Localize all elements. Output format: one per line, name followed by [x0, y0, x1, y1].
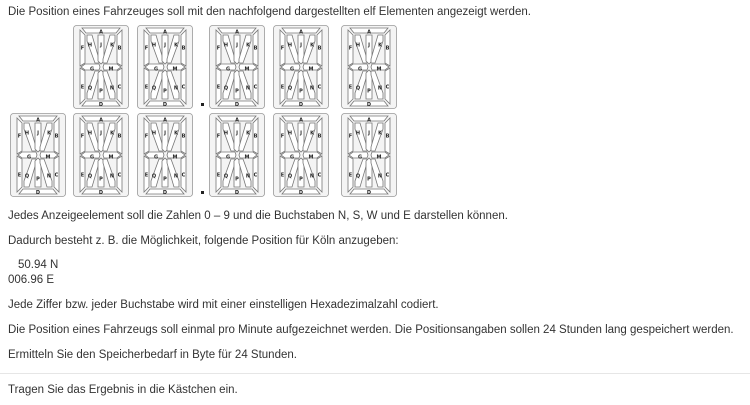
segment-label: A	[163, 29, 167, 36]
example-longitude: 006.96 E	[8, 274, 55, 286]
paragraph-display-capability: Jedes Anzeigeelement soll die Zahlen 0 – 9 und die Buchstaben N, S, W und E darstellen können.	[8, 210, 508, 222]
fourteen-segment-icon	[137, 113, 193, 197]
segment-label: C	[317, 172, 322, 179]
segment-label: G	[357, 66, 363, 73]
segment-label: M	[108, 66, 114, 73]
segment-label: J	[164, 42, 166, 49]
segment-label: N	[377, 85, 383, 92]
segment-label: K	[378, 42, 382, 49]
segment-label: K	[110, 130, 114, 137]
segment-label: J	[164, 130, 166, 137]
fourteen-segment-icon	[273, 113, 329, 197]
display-element	[137, 113, 193, 197]
segment-label: M	[45, 154, 51, 161]
segment-label: F	[80, 133, 85, 140]
decimal-point	[201, 103, 204, 106]
segment-label: N	[377, 173, 383, 180]
segment-label: H	[151, 42, 157, 49]
segment-label: Q	[87, 85, 93, 92]
segment-label: Q	[287, 85, 293, 92]
segment-label: M	[172, 154, 178, 161]
segment-label: H	[24, 130, 30, 137]
segment-label: G	[225, 154, 231, 161]
fourteen-segment-icon	[273, 25, 329, 109]
segment-label: F	[216, 45, 221, 52]
divider	[0, 373, 750, 374]
segment-label: N	[109, 85, 115, 92]
segment-label: E	[144, 84, 149, 91]
segment-label: D	[366, 190, 372, 197]
segment-label: N	[173, 173, 179, 180]
segment-label: G	[289, 66, 295, 73]
segment-label: F	[80, 45, 85, 52]
segment-label: B	[317, 45, 322, 52]
segment-label: D	[162, 102, 168, 109]
segment-label: E	[348, 84, 353, 91]
segment-label: G	[153, 154, 159, 161]
display-element	[209, 25, 265, 109]
segment-label: N	[309, 85, 315, 92]
segment-label: D	[298, 190, 304, 197]
segment-label: A	[367, 29, 371, 36]
segment-label: M	[308, 66, 314, 73]
segment-label: B	[253, 45, 258, 52]
segment-label: E	[216, 172, 221, 179]
paragraph-recording-interval: Die Position eines Fahrzeugs soll einmal pro Minute aufgezeichnet werden. Die Positionsangaben sollen 24 Stunden lang gespeichert werden.	[8, 324, 734, 336]
segment-label: B	[385, 45, 390, 52]
segment-label: P	[299, 176, 303, 183]
segment-label: B	[385, 133, 390, 140]
segment-label: M	[244, 66, 250, 73]
segment-label: Q	[287, 173, 293, 180]
segment-label: N	[109, 173, 115, 180]
segment-label: E	[280, 84, 285, 91]
display-element	[10, 113, 66, 197]
segment-label: F	[144, 45, 149, 52]
segment-label: B	[317, 133, 322, 140]
segment-label: C	[181, 172, 186, 179]
segment-label: J	[300, 42, 302, 49]
fourteen-segment-icon	[341, 25, 397, 109]
segment-label: C	[54, 172, 59, 179]
segment-label: H	[223, 130, 229, 137]
segment-label: J	[368, 42, 370, 49]
segment-label: K	[174, 130, 178, 137]
segment-label: C	[253, 172, 258, 179]
segment-label: D	[234, 190, 240, 197]
segment-label: G	[26, 154, 32, 161]
segment-label: P	[99, 176, 103, 183]
segment-label: P	[299, 88, 303, 95]
segment-label: D	[234, 102, 240, 109]
segment-label: D	[298, 102, 304, 109]
segment-label: Q	[87, 173, 93, 180]
segment-label: B	[117, 45, 122, 52]
segment-label: M	[244, 154, 250, 161]
segment-label: J	[300, 130, 302, 137]
segment-label: C	[117, 84, 122, 91]
segment-label: K	[310, 130, 314, 137]
task-question: Ermitteln Sie den Speicherbedarf in Byte für 24 Stunden.	[8, 349, 297, 361]
paragraph-example-intro: Dadurch besteht z. B. die Möglichkeit, folgende Position für Köln anzugeben:	[8, 235, 399, 247]
segment-label: E	[348, 172, 353, 179]
segment-label: J	[236, 42, 238, 49]
decimal-point	[201, 191, 204, 194]
display-element	[341, 113, 397, 197]
segment-label: D	[35, 190, 41, 197]
segment-label: A	[163, 117, 167, 124]
display-element	[341, 25, 397, 109]
segment-label: G	[225, 66, 231, 73]
segment-label: N	[245, 85, 251, 92]
segment-label: H	[223, 42, 229, 49]
segment-label: P	[235, 88, 239, 95]
segment-label: H	[287, 130, 293, 137]
segment-label: A	[299, 117, 303, 124]
segment-label: K	[310, 42, 314, 49]
segment-label: Q	[151, 85, 157, 92]
display-element	[273, 113, 329, 197]
segment-label: M	[172, 66, 178, 73]
segment-label: J	[236, 130, 238, 137]
example-latitude: 50.94 N	[18, 259, 59, 271]
segment-label: H	[87, 130, 93, 137]
segment-label: G	[89, 66, 95, 73]
segment-label: F	[216, 133, 221, 140]
segment-label: K	[378, 130, 382, 137]
segment-label: E	[216, 84, 221, 91]
segment-label: E	[80, 172, 85, 179]
segment-label: H	[87, 42, 93, 49]
fourteen-segment-icon	[209, 113, 265, 197]
segment-label: C	[117, 172, 122, 179]
segment-label: D	[98, 102, 104, 109]
segment-label: K	[246, 42, 250, 49]
segment-label: F	[280, 133, 285, 140]
segment-label: P	[99, 88, 103, 95]
segment-label: A	[99, 29, 103, 36]
segment-label: E	[80, 84, 85, 91]
segment-label: J	[368, 130, 370, 137]
segment-label: C	[385, 172, 390, 179]
segment-label: F	[144, 133, 149, 140]
segment-label: C	[253, 84, 258, 91]
segment-label: A	[235, 29, 239, 36]
segment-label: E	[17, 172, 22, 179]
display-element	[73, 25, 129, 109]
segment-label: Q	[223, 85, 229, 92]
segment-label: K	[110, 42, 114, 49]
segment-label: P	[36, 176, 40, 183]
segment-label: P	[163, 88, 167, 95]
intro-text: Die Position eines Fahrzeuges soll mit den nachfolgend dargestellten elf Elementen angezeigt werden.	[8, 6, 531, 18]
segment-label: B	[181, 133, 186, 140]
segment-label: J	[100, 42, 102, 49]
segment-label: K	[47, 130, 51, 137]
segment-label: D	[98, 190, 104, 197]
segment-label: J	[37, 130, 39, 137]
segment-label: G	[357, 154, 363, 161]
segment-label: A	[36, 117, 40, 124]
segment-label: M	[308, 154, 314, 161]
segment-label: B	[54, 133, 59, 140]
segment-label: H	[287, 42, 293, 49]
segment-label: P	[235, 176, 239, 183]
segment-label: K	[174, 42, 178, 49]
segment-label: A	[299, 29, 303, 36]
display-element	[273, 25, 329, 109]
segment-label: Q	[223, 173, 229, 180]
segment-label: Q	[24, 173, 30, 180]
segment-label: H	[355, 130, 361, 137]
segment-label: A	[367, 117, 371, 124]
segment-label: J	[100, 130, 102, 137]
segment-label: N	[245, 173, 251, 180]
segment-label: B	[253, 133, 258, 140]
fourteen-segment-icon	[209, 25, 265, 109]
segment-label: M	[376, 66, 382, 73]
segment-label: F	[280, 45, 285, 52]
fourteen-segment-icon	[137, 25, 193, 109]
segment-label: F	[348, 45, 353, 52]
segment-label: D	[366, 102, 372, 109]
fourteen-segment-icon	[10, 113, 66, 197]
segment-label: E	[144, 172, 149, 179]
display-element	[73, 113, 129, 197]
fourteen-segment-icon	[73, 113, 129, 197]
segment-label: G	[89, 154, 95, 161]
segment-label: M	[376, 154, 382, 161]
segment-label: P	[367, 88, 371, 95]
segment-label: B	[181, 45, 186, 52]
segment-label: M	[108, 154, 114, 161]
segment-label: C	[385, 84, 390, 91]
display-element	[137, 25, 193, 109]
segment-label: P	[163, 176, 167, 183]
segment-label: F	[17, 133, 22, 140]
segment-label: A	[99, 117, 103, 124]
segment-label: N	[309, 173, 315, 180]
segment-label: E	[280, 172, 285, 179]
segment-label: C	[181, 84, 186, 91]
segment-label: H	[355, 42, 361, 49]
display-element	[209, 113, 265, 197]
fourteen-segment-icon	[341, 113, 397, 197]
segment-label: A	[235, 117, 239, 124]
segment-label: F	[348, 133, 353, 140]
segment-label: Q	[151, 173, 157, 180]
segment-label: P	[367, 176, 371, 183]
segment-label: H	[151, 130, 157, 137]
segment-label: Q	[355, 85, 361, 92]
segment-label: G	[289, 154, 295, 161]
paragraph-hex-encoding: Jede Ziffer bzw. jeder Buchstabe wird mit einer einstelligen Hexadezimalzahl codiert.	[8, 299, 439, 311]
fourteen-segment-icon	[73, 25, 129, 109]
segment-label: D	[162, 190, 168, 197]
answer-instruction: Tragen Sie das Ergebnis in die Kästchen ein.	[8, 384, 238, 396]
segment-label: C	[317, 84, 322, 91]
segment-label: B	[117, 133, 122, 140]
segment-label: N	[173, 85, 179, 92]
segment-label: Q	[355, 173, 361, 180]
segment-label: K	[246, 130, 250, 137]
segment-label: N	[46, 173, 52, 180]
segment-label: G	[153, 66, 159, 73]
